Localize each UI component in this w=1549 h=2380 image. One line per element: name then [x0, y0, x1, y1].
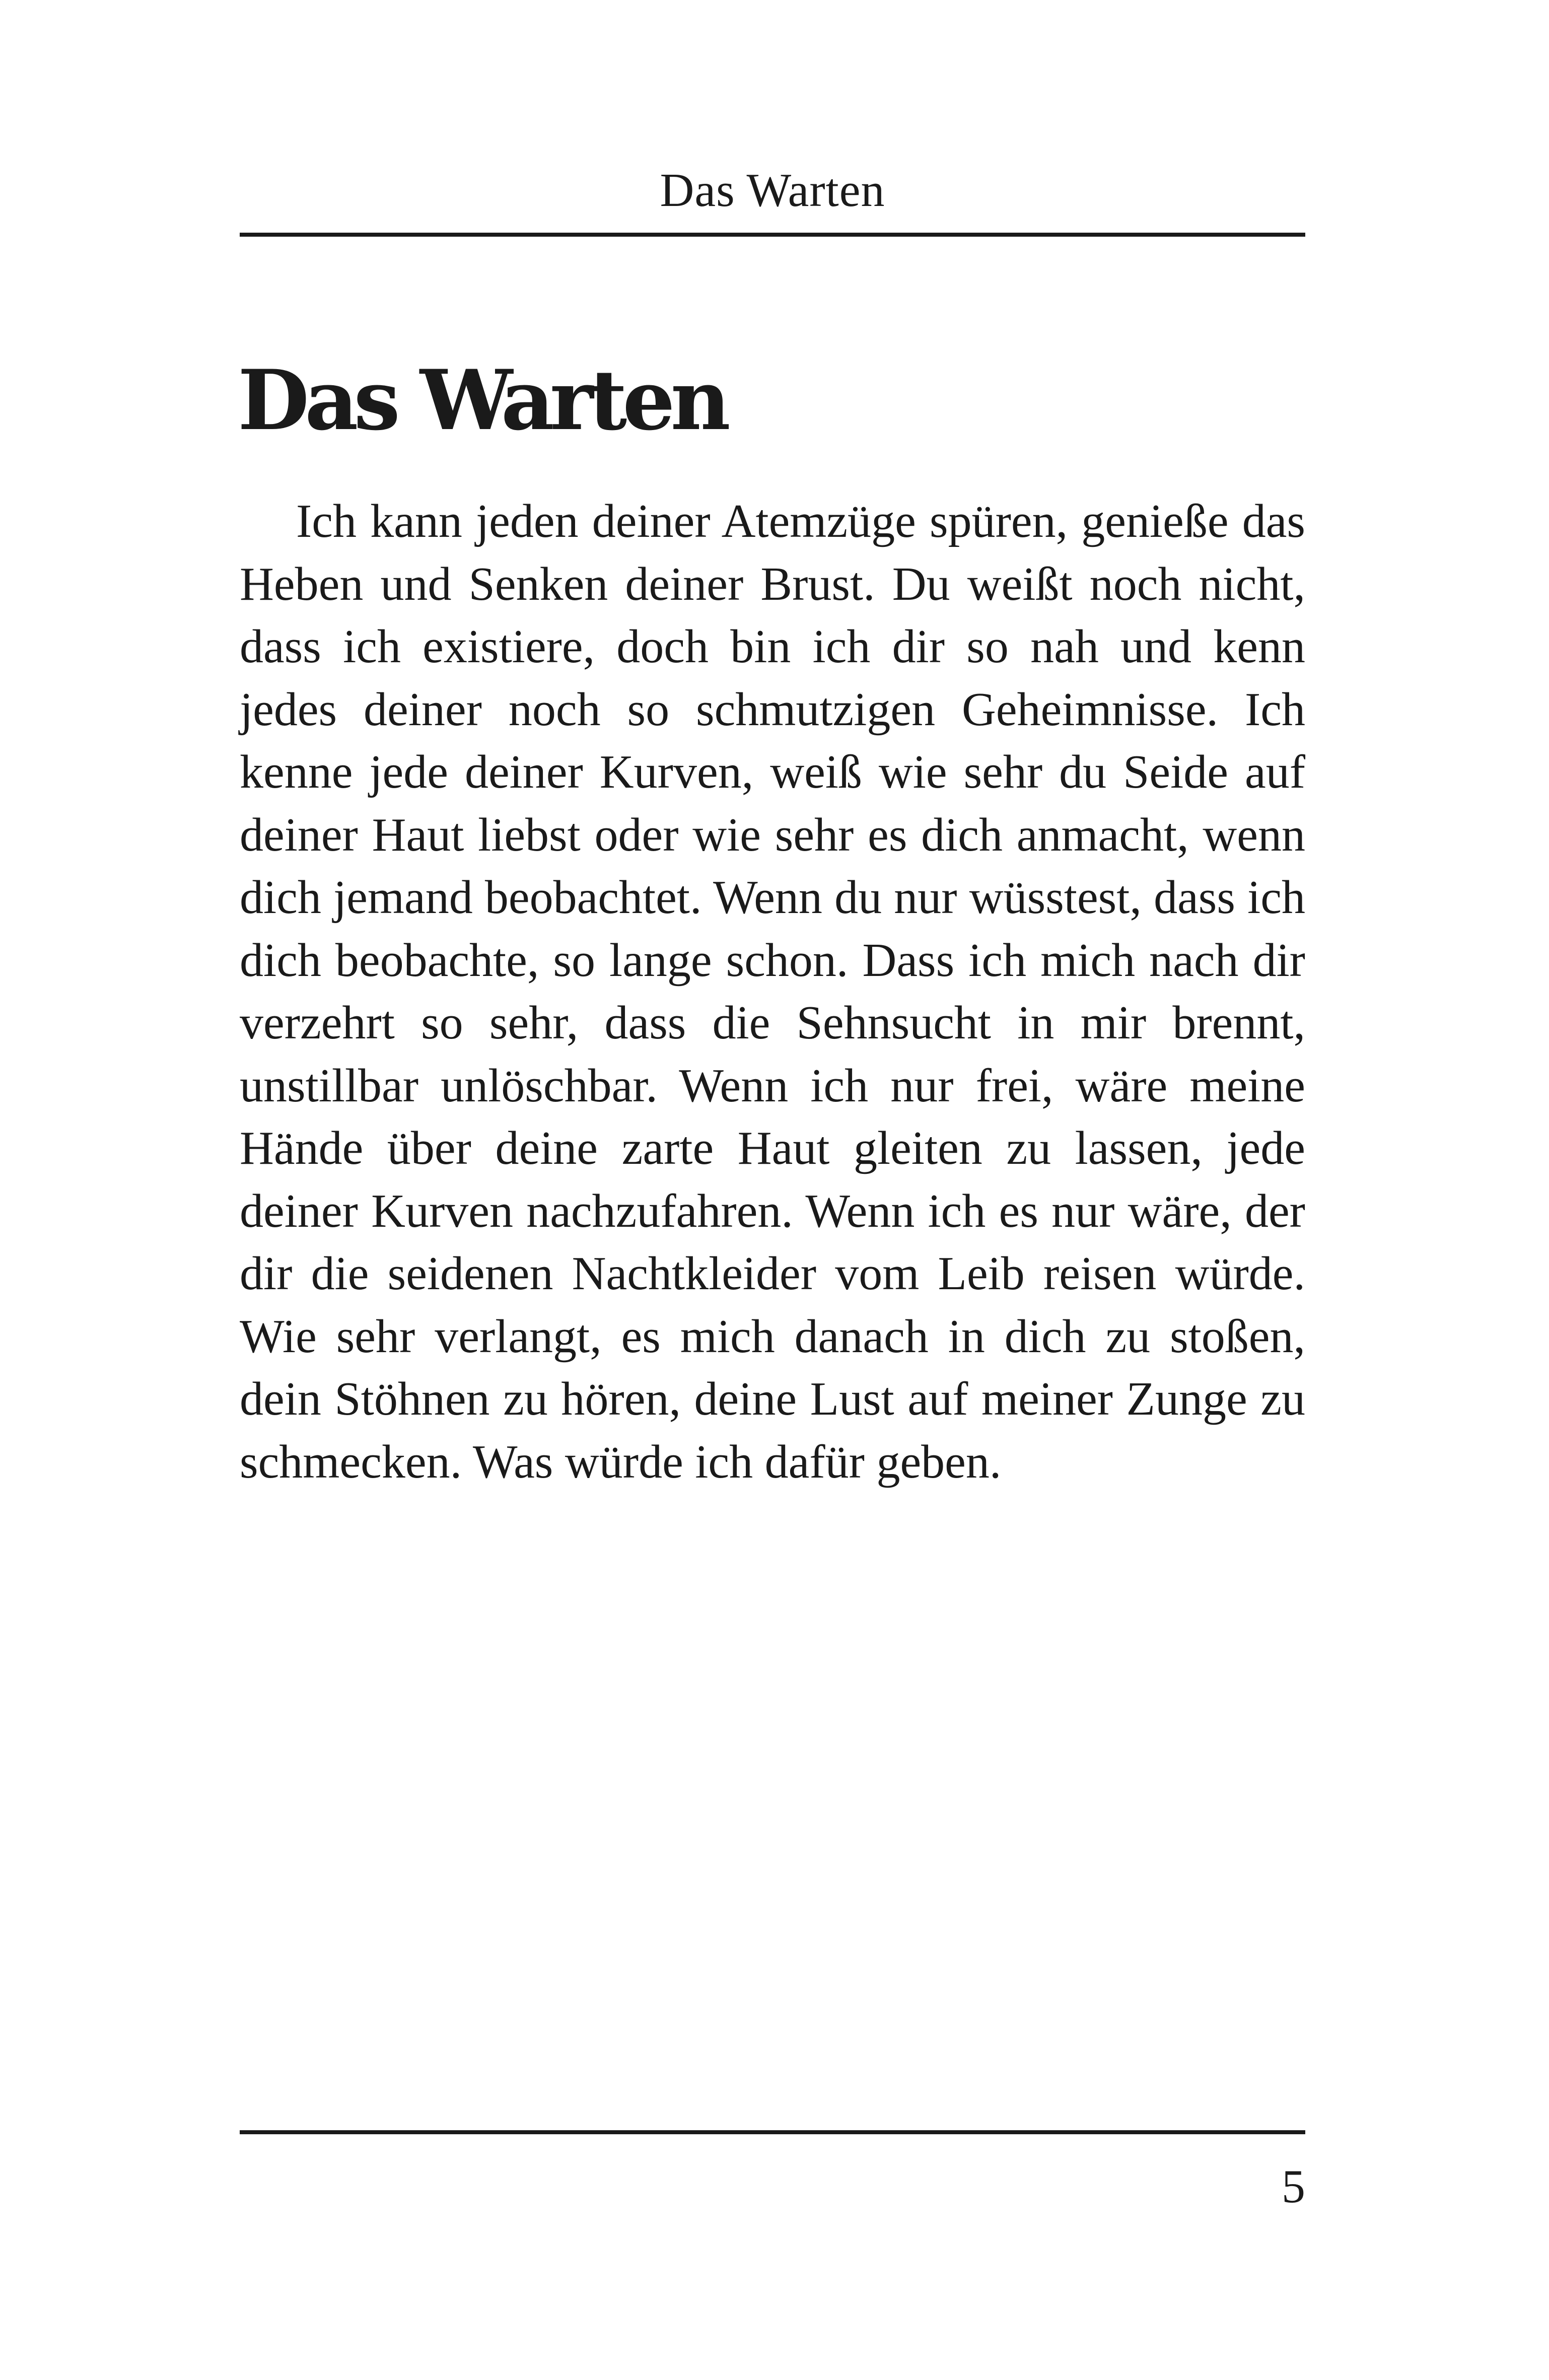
header-rule — [240, 233, 1305, 237]
chapter-title: Das Warten — [238, 352, 726, 449]
footer-rule — [240, 2130, 1305, 2134]
running-header: Das Warten — [660, 164, 885, 217]
body-paragraph: Ich kann jeden deiner Atemzüge spüren, genieße das Heben und Senken deiner Brust. Du weißt noch nicht, dass ich existiere, doch bin ich dir so nah und kenn jedes deiner noch so schmutzigen Geheimnisse. Ich kenne jede deiner Kurven, weiß wie sehr du Seide auf deiner Haut liebst oder wie sehr es dich anmacht, wenn dich jemand beobachtet. Wenn du nur wüsstest, dass ich dich beobachte, so lange schon. Dass ich mich nach dir verzehrt so sehr, dass die Sehnsucht in mir brennt, unstillbar unlöschbar. Wenn ich nur frei, wäre meine Hände über deine zarte Haut gleiten zu lassen, jede deiner Kurven nachzufahren. Wenn ich es nur wäre, der dir die seidenen Nachtkleider vom Leib reisen würde. Wie sehr verlangt, es mich danach in dich zu stoßen, dein Stöhnen zu hören, deine Lust auf meiner Zunge zu schmecken. Was würde ich dafür geben. — [240, 495, 1305, 1488]
page-number: 5 — [1282, 2160, 1305, 2213]
